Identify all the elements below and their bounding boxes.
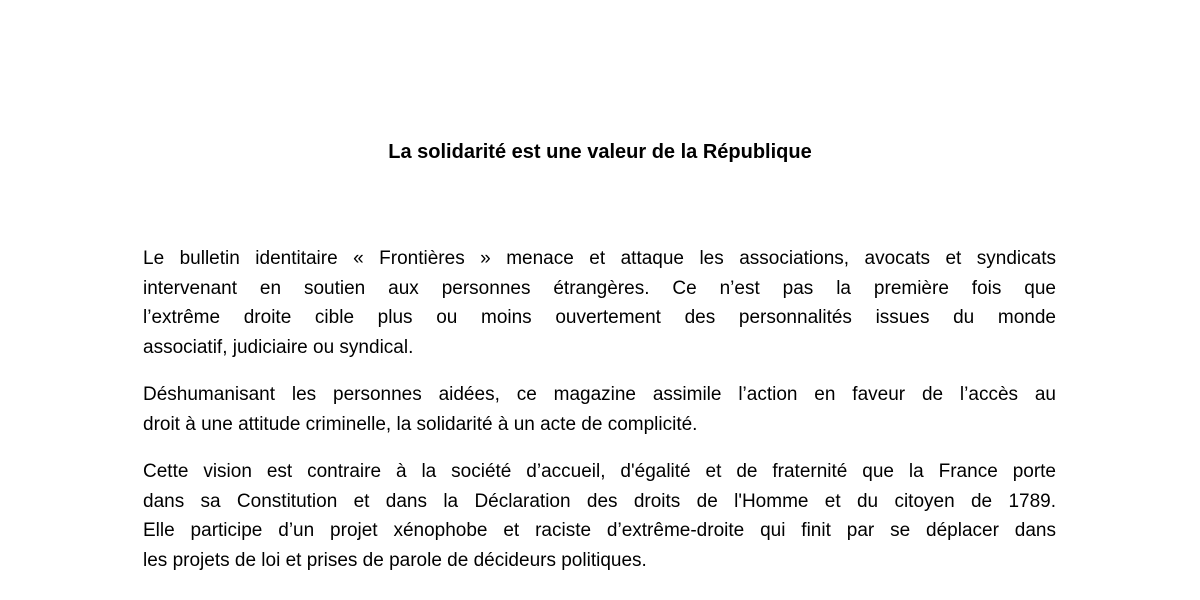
text-line: dans sa Constitution et dans la Déclaration des droits de l'Homme et du citoyen de 1789. [143, 490, 1056, 512]
text-line: Déshumanisant les personnes aidées, ce magazine assimile l’action en faveur de l’accès au [143, 384, 1056, 405]
paragraph [143, 244, 1056, 362]
text-line: Cette vision est contraire à la société d’accueil, d'égalité et de fraternité que la France porte [143, 461, 1056, 482]
text-line: intervenant en soutien aux personnes étrangères. Ce n’est pas la première fois que [143, 277, 1056, 299]
document-title: La solidarité est une valeur de la République [388, 141, 812, 163]
paragraph [143, 380, 1056, 439]
text-line: l’extrême droite cible plus ou moins ouvertement des personnalités issues du monde [143, 307, 1056, 328]
text-line: les projets de loi et prises de parole de décideurs politiques. [143, 549, 647, 571]
text-line: Elle participe d’un projet xénophobe et raciste d’extrême-droite qui finit par se déplacer dans [143, 520, 1056, 541]
text-line: associatif, judiciaire ou syndical. [143, 336, 414, 358]
paragraph [143, 457, 1056, 575]
text-line: Le bulletin identitaire « Frontières » menace et attaque les associations, avocats et syndicats [143, 248, 1056, 269]
text-line: droit à une attitude criminelle, la solidarité à un acte de complicité. [143, 413, 698, 435]
document-body [143, 244, 1056, 575]
